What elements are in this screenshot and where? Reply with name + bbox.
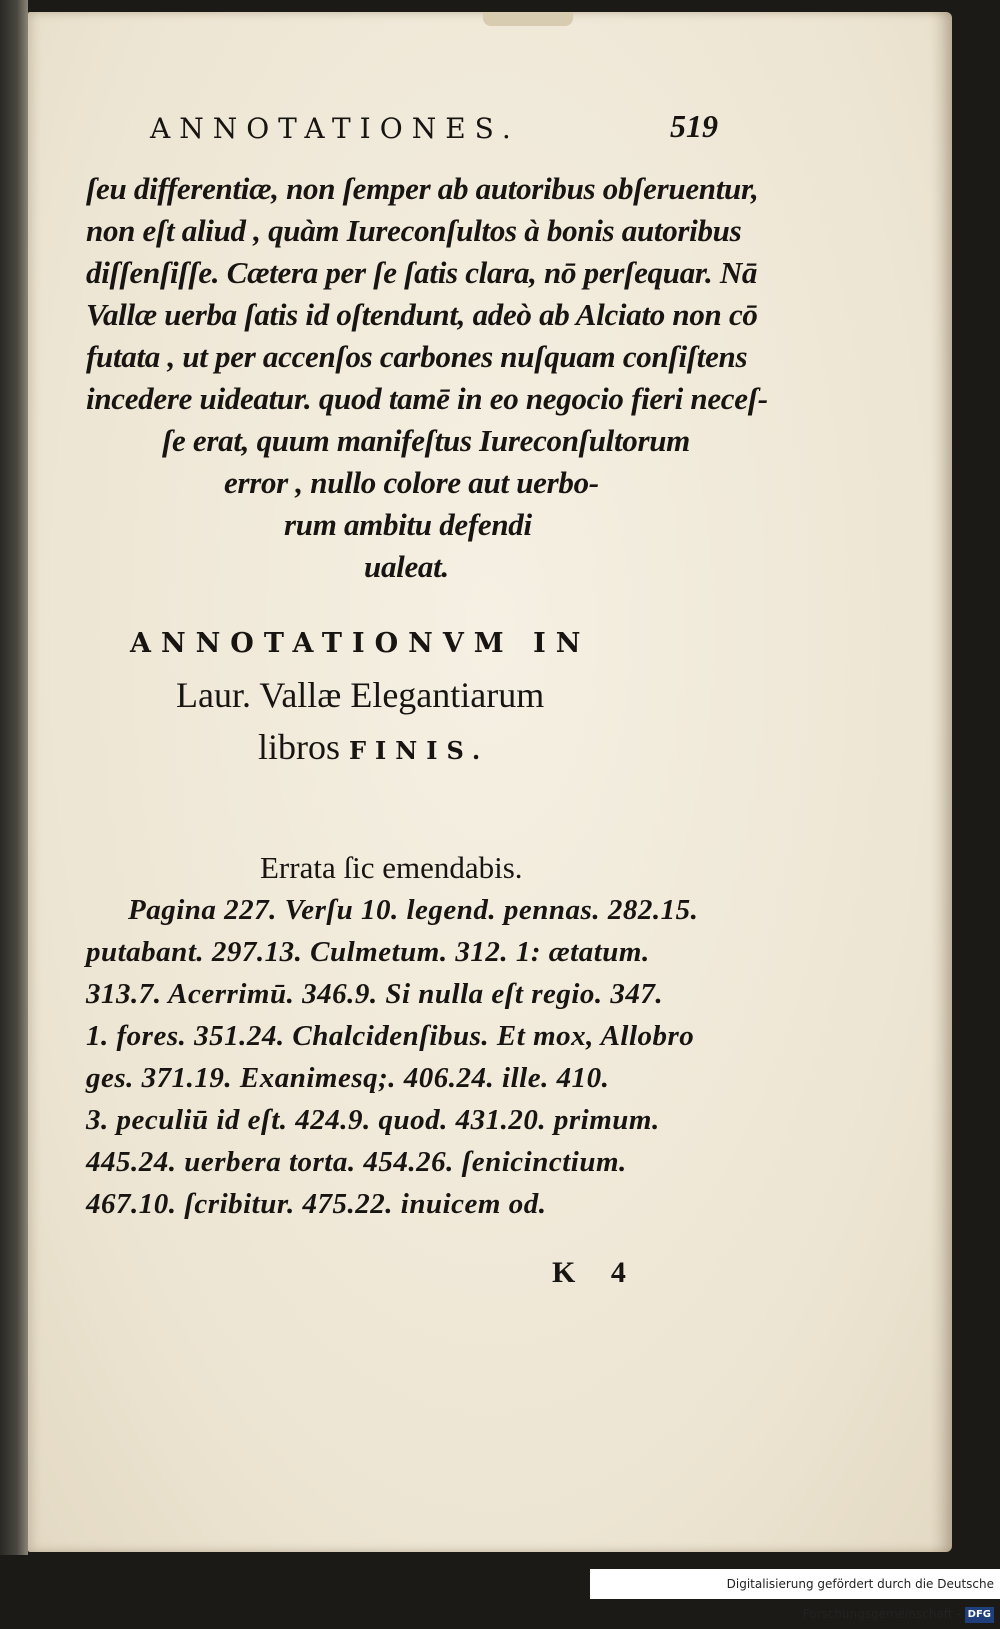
book-page	[28, 12, 952, 1552]
page-tab	[483, 12, 573, 26]
errata-line: 1. fores. 351.24. Chalcidenſibus. Et mox, Allobro	[86, 1020, 695, 1052]
colophon-line-1: ANNOTATIONVM IN	[130, 628, 591, 659]
body-line: diſſenſiſſe. Cætera per ſe ſatis clara, nō perſequar. Nā	[86, 255, 758, 290]
body-line: rum ambitu defendi	[284, 507, 532, 542]
errata-line: ges. 371.19. Exanimesq;. 406.24. ille. 410.	[86, 1062, 610, 1094]
credit-text: Digitalisierung gefördert durch die Deutsche Forschungsgemeinschaft -	[726, 1577, 994, 1621]
body-line: ſe erat, quum manifeſtus Iureconſultorum	[162, 423, 690, 458]
running-head: ANNOTATIONES.	[150, 112, 520, 145]
book-spine	[0, 0, 28, 1555]
page-number: 519	[670, 108, 718, 144]
errata-line: 467.10. ſcribitur. 475.22. inuicem od.	[86, 1188, 547, 1220]
colophon-line-3	[258, 726, 489, 768]
body-line: Vallæ uerba ſatis id oſtendunt, adeò ab Alciato non cō	[86, 297, 758, 332]
body-line: futata , ut per accenſos carbones nuſquam conſiſtens	[86, 339, 748, 374]
signature-mark: K 4	[552, 1256, 640, 1289]
errata-line: 3. peculiū id eſt. 424.9. quod. 431.20. primum.	[86, 1104, 660, 1136]
finis-label: FINIS.	[349, 736, 490, 765]
errata-heading: Errata ſic emendabis.	[260, 850, 523, 885]
errata-line: putabant. 297.13. Culmetum. 312. 1: ætatum.	[86, 936, 650, 968]
dfg-logo: DFG	[965, 1607, 994, 1623]
errata-line: 445.24. uerbera torta. 454.26. ſenicinctium.	[86, 1146, 627, 1178]
digitization-credit	[590, 1569, 1000, 1621]
body-line: non eſt aliud , quàm Iureconſultos à bonis autoribus	[86, 213, 742, 248]
body-line: ualeat.	[364, 549, 449, 584]
colophon-line-3-text: libros	[258, 727, 341, 767]
errata-line: Pagina 227. Verſu 10. legend. pennas. 282.15.	[128, 894, 699, 926]
errata-line: 313.7. Acerrimū. 346.9. Si nulla eſt regio. 347.	[86, 978, 664, 1010]
colophon-line-2: Laur. Vallæ Elegantiarum	[176, 675, 545, 715]
page-edge-shadow	[930, 12, 952, 1552]
body-line: incedere uideatur. quod tamē in eo negocio fieri neceſ-	[86, 381, 768, 416]
body-line: ſeu differentiæ, non ſemper ab autoribus obſeruentur,	[86, 171, 759, 206]
body-line: error , nullo colore aut uerbo-	[224, 465, 599, 500]
